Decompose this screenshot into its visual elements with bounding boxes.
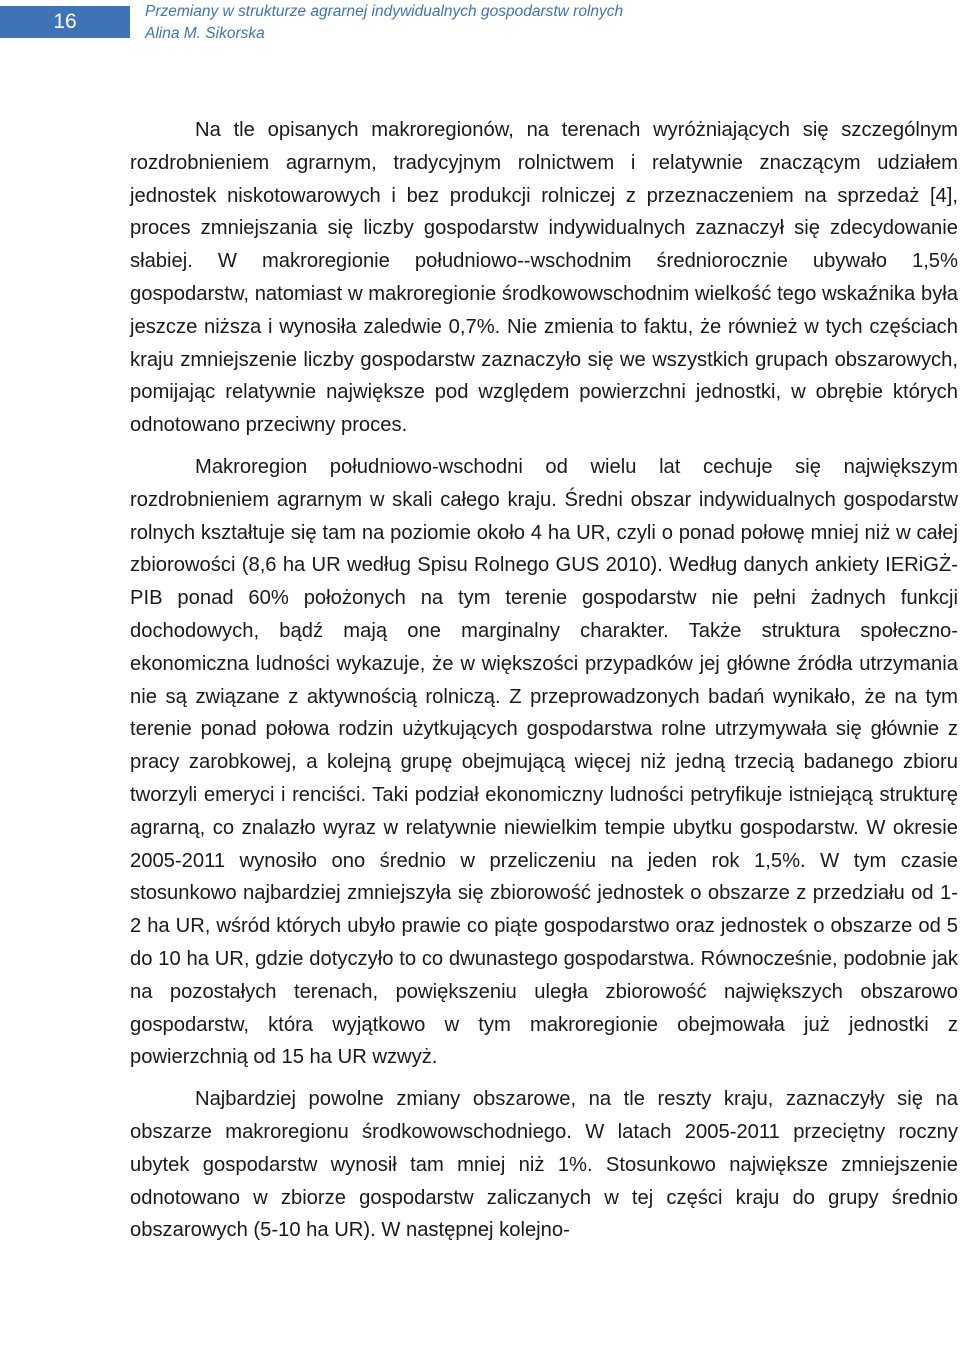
body-text [130,114,958,1256]
paragraph: Makroregion południowo-wschodni od wielu lat cechuje się największym rozdrobnieniem agrarnym w skali całego kraju. Średni obszar indywidualnych gospodarstw rolnych kształtuje się tam na poziomie około 4 ha UR, czyli o ponad połowę mniej niż w całej zbiorowości (8,6 ha UR według Spisu Rolnego GUS 2010). Według danych ankiety IERiGŻ-PIB ponad 60% położonych na tym terenie gospodarstw nie pełni żadnych funkcji dochodowych, bądź mają one marginalny charakter. Także struktura społeczno-ekonomiczna ludności wykazuje, że w większości przypadków jej główne źródła utrzymania nie są związane z aktywnością rolniczą. Z przeprowadzonych badań wynikało, że na tym terenie ponad połowa rodzin użytkujących gospodarstwa rolne utrzymywała się głównie z pracy zarobkowej, a kolejną grupę obejmującą więcej niż jedną trzecią badanego zbioru tworzyli emeryci i renciści. Taki podział ekonomiczny ludności petryfikuje istniejącą strukturę agrarną, co znalazło wyraz w relatywnie niewielkim tempie ubytku gospodarstw. W okresie 2005-2011 wynosiło ono średnio w przeliczeniu na jeden rok 1,5%. W tym czasie stosunkowo najbardziej zmniejszyła się zbiorowość jednostek o obszarze z przedziału od 1-2 ha UR, wśród których ubyło prawie co piąte gospodarstwo oraz jednostek o obszarze od 5 do 10 ha UR, gdzie dotyczyło to co dwunastego gospodarstwa. Równocześnie, podobnie jak na pozostałych terenach, powiększeniu uległa zbiorowość największych obszarowo gospodarstw, która wyjątkowo w tym makroregionie obejmowała już jednostki z powierzchnią od 15 ha UR wzwyż. [130,455,958,1069]
page-header [0,0,960,48]
page-number: 16 [0,6,130,38]
paragraph: Najbardziej powolne zmiany obszarowe, na tle reszty kraju, zaznaczyły się na obszarze makroregionu środkowowschodniego. W latach 2005-2011 przeciętny roczny ubytek gospodarstw wynosił tam mniej niż 1%. Stosunkowo największe zmniejszenie odnotowano w zbiorze gospodarstw zaliczanych w tej części kraju do grupy średnio obszarowych (5-10 ha UR). W następnej kolejno- [130,1088,958,1242]
running-title: Przemiany w strukturze agrarnej indywidualnych gospodarstw rolnych [145,3,624,20]
paragraph: Na tle opisanych makroregionów, na terenach wyróżniających się szczególnym rozdrobnieniem agrarnym, tradycyjnym rolnictwem i relatywnie znaczącym udziałem jednostek niskotowarowych i bez produkcji rolniczej z przeznaczeniem na sprzedaż [4], proces zmniejszania się liczby gospodarstw indywidualnych zaznaczył się zdecydowanie słabiej. W makroregionie południowo-‑wschodnim średniorocznie ubywało 1,5% gospodarstw, natomiast w makroregionie środkowowschodnim wielkość tego wskaźnika była jeszcze niższa i wynosiła zaledwie 0,7%. Nie zmienia to faktu, że również w tych częściach kraju zmniejszenie liczby gospodarstw zaznaczyło się we wszystkich grupach obszarowych, pomijając relatywnie największe pod względem powierzchni jednostki, w obrębie których odnotowano przeciwny proces. [130,119,958,437]
running-author: Alina M. Sikorska [145,25,265,42]
